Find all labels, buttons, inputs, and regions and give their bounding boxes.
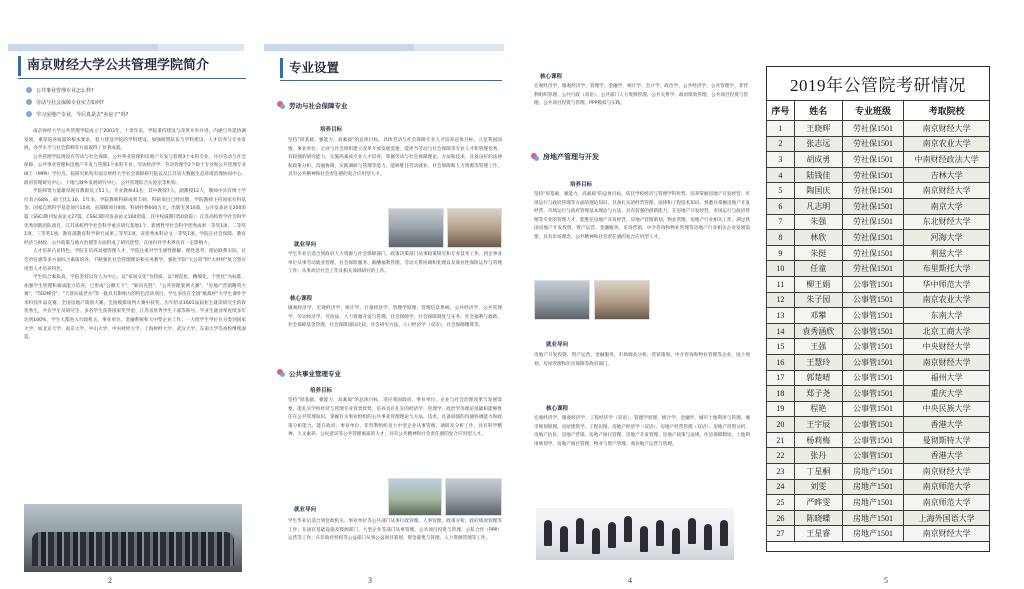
admitted-school-cell: 南京大学 — [904, 198, 990, 214]
student-name-cell: 陶国庆 — [794, 183, 842, 199]
class-name-cell: 公事管1501 — [842, 339, 904, 355]
student-name-cell: 胡成勇 — [794, 152, 842, 168]
admitted-school-cell: 香港大学 — [904, 417, 990, 433]
class-name-cell: 劳社保1501 — [842, 136, 904, 152]
class-name-cell: 公事管1501 — [842, 354, 904, 370]
student-name-cell: 张丹 — [794, 448, 842, 464]
photo-figure — [576, 518, 584, 544]
table-row — [767, 292, 990, 308]
student-name-cell: 邓攀 — [794, 308, 842, 324]
class-name-cell: 公事管1501 — [842, 401, 904, 417]
admissions-table-frame — [766, 66, 990, 552]
table-row — [767, 464, 990, 480]
title-rule — [280, 80, 502, 81]
class-name-cell: 劳社保1501 — [842, 198, 904, 214]
photo-figure — [544, 520, 552, 546]
table-row — [767, 167, 990, 183]
table-row — [767, 370, 990, 386]
table-header-row — [767, 101, 990, 121]
row-index-cell: 9 — [767, 245, 795, 261]
section-heading-public: 公共事业管理专业 — [276, 368, 341, 378]
table-row — [767, 339, 990, 355]
admitted-school-cell: 南京农业大学 — [904, 292, 990, 308]
class-name-cell: 房地产1501 — [842, 479, 904, 495]
class-name-cell: 公事管1501 — [842, 432, 904, 448]
admitted-school-cell: 布里斯托大学 — [904, 261, 990, 277]
core-title: 核心课程 — [290, 296, 313, 302]
table-row — [767, 432, 990, 448]
column-header: 考取院校 — [904, 101, 990, 121]
page-number: 4 — [628, 576, 632, 585]
class-name-cell: 公事管1501 — [842, 292, 904, 308]
table-row — [767, 386, 990, 402]
class-name-cell: 劳社保1501 — [842, 245, 904, 261]
admitted-school-cell: 吉林大学 — [904, 167, 990, 183]
student-name-cell: 朱强 — [794, 214, 842, 230]
student-name-cell: 凡志明 — [794, 198, 842, 214]
class-name-cell: 公事管1501 — [842, 417, 904, 433]
section-heading-labor: 劳动与社会保障专业 — [276, 100, 348, 110]
page-3 — [264, 0, 508, 589]
bullet-icon — [26, 111, 32, 117]
photo-lecture — [594, 280, 650, 320]
student-name-cell: 郑子尧 — [794, 386, 842, 402]
top-bar-pale — [414, 44, 504, 51]
section-icon — [530, 152, 540, 162]
table-row — [767, 526, 990, 542]
student-name-cell: 王晓辉 — [794, 121, 842, 137]
paragraph: 学生综合素质高。学院坚持以育人为中心，以"家国文化"为特质，以"规范化、精细化、个性化"为标准，加强学生管理和素质能力培养，已形成"公瓣天下"、"职向克胜"、"公共管理案例大赛"、"房地产营销精英大赛"、"TED峰会"、"天涯抗战老兵"等一批具有影响力的特色活动项目。学生多次在全国"挑战杯"大学生课外学术科技作品竞赛、全国房地产策划大赛、全国模拟谈判大赛中获奖。历年招录1601届届业生就读研究生阶段优秀生，共有学生及研究生、多名学生获得国家奖学金、江苏省优秀学生干部等称号。学业生就业率连续多年达到100%，学生大都进入行政机关、事业单位、金融系统和大中型企业工作；一大批学生学位在分类到国家大学，如北京大学、南京大学、中山大学、中央财经大学、上海财经大学、武汉大学、东南大学等高校继续深造。 — [24, 275, 246, 341]
row-index-cell: 25 — [767, 495, 795, 511]
table-row — [767, 323, 990, 339]
table-row — [767, 354, 990, 370]
row-index-cell: 1 — [767, 121, 795, 137]
row-index-cell: 17 — [767, 370, 795, 386]
question-item: 公共事业管理专业怎么样? — [26, 84, 246, 96]
admitted-school-cell: 中南财经政法大学 — [904, 152, 990, 168]
table-row — [767, 448, 990, 464]
paragraph: 人才培养凸显特色。学院在培养高端管理人才，学院注重对学生感性理解、理性思考、理论联系实际，社会责任感等多方面综合素质培养，不断强化社会管理理论和实务教学，强化学院"大公管"和"大财经"复合型应用型人才培养特色。 — [24, 249, 246, 272]
table-row — [767, 136, 990, 152]
photo-building — [388, 478, 442, 516]
student-name-cell: 王星睿 — [794, 526, 842, 542]
core-title: 核心课程 — [546, 406, 569, 412]
student-name-cell: 陈晓蝶 — [794, 510, 842, 526]
intro-body — [24, 128, 246, 502]
jobs-title: 就业导向 — [294, 507, 317, 513]
table-row — [767, 183, 990, 199]
admitted-school-cell: 南京财经大学 — [904, 526, 990, 542]
row-index-cell: 16 — [767, 354, 795, 370]
row-index-cell: 23 — [767, 464, 795, 480]
admissions-table — [766, 100, 990, 542]
row-index-cell: 20 — [767, 417, 795, 433]
question-list — [26, 84, 246, 120]
goal-text: 坚持"厚基础、强能力、高素质"的总体目标，适应我国政府、事业单位、企业与社会治理改革与发展需要，能扎实学校经济与管理专业背景优势，培养具有扎实的经济学、管理学、政治学等理论基础和能够胜任在公共管理知识，掌握有关事业组织的公共事业管理理论与方法、技术，具备较强的沟通协调能力和政策分析能力，能在政府、事业单位、非营利组织及大中型企业从事管理、调研及分析工作，具有科学精神、人文素养、公民意识等公共管理素质的人才，具有公共精神和社会责任感的复合应用型人才。 — [288, 398, 502, 438]
top-bar-pale — [158, 44, 244, 51]
table-row — [767, 214, 990, 230]
admitted-school-cell: 重庆大学 — [904, 386, 990, 402]
photo-figure — [704, 524, 712, 550]
class-name-cell: 劳社保1501 — [842, 214, 904, 230]
student-name-cell: 王宇辰 — [794, 417, 842, 433]
photo-classroom — [447, 208, 502, 248]
student-name-cell: 朱子园 — [794, 292, 842, 308]
table-row — [767, 245, 990, 261]
student-name-cell: 朱挺 — [794, 245, 842, 261]
photo-figure — [608, 522, 616, 548]
question-item: 劳动与社会保障专业实力如何? — [26, 96, 246, 108]
row-index-cell: 8 — [767, 230, 795, 246]
goal-title: 培养目标 — [320, 127, 343, 133]
table-row — [767, 152, 990, 168]
core-text: 宏观经济学、微观经济学、工程经济学（双语）、管理学原理、统计学、金融学、城市土地利用与管理、城市规划原理、房屋建筑学、工程识图、房地产经济学（双语）、房地产经营管理（双语）、房地产投资分析、房地产估价、房地产营销、房地产项目管理、房地产开发管理、房地产政策与法规、住房保障制度、土地利用规划学、房地产项目管理、物业与资产管理、商业地产运营与管理。 — [534, 416, 750, 447]
table-row — [767, 121, 990, 137]
student-name-cell: 丁星桐 — [794, 464, 842, 480]
table-row — [767, 417, 990, 433]
page-4 — [516, 0, 756, 589]
row-index-cell: 6 — [767, 198, 795, 214]
photo-seminar — [388, 208, 444, 248]
goal-title: 培养目标 — [570, 182, 593, 188]
student-name-cell: 袁秀涵欣 — [794, 323, 842, 339]
student-name-cell: 柳王娟 — [794, 276, 842, 292]
core-text: 宏观经济学、微观经济学、管理学、金融学、统计学、会计学、政治学、公共经济学、公共管理学、非营利组织管理、公共行政（双语）、公共部门人力资源管理、公共关系学、政府绩效管理、公共项目投资与管理、公共项目投资与管理、PPP模拟与实践。 — [534, 84, 748, 107]
column-header: 序号 — [767, 101, 795, 121]
core-text: 微观经济学、宏观经济学、统计学、计量经济学、管理学原理、管理信息系统、公共经济学、公共管理学、劳动经济学、劳动法、人力资源开发与管理、社会保障学、社会保障制度与实务、社会福利与救助、社会保障基金管理、社会保障国际比较、社会研究方法、人口经济学（双语）、社会保障精算等。 — [288, 306, 502, 329]
row-index-cell: 12 — [767, 292, 795, 308]
student-name-cell: 陆钱佳 — [794, 167, 842, 183]
admitted-school-cell: 香港大学 — [904, 448, 990, 464]
admitted-school-cell: 南京财经大学 — [904, 183, 990, 199]
admitted-school-cell: 福州大学 — [904, 370, 990, 386]
page-number: 5 — [884, 576, 888, 585]
admitted-school-cell: 河海大学 — [904, 230, 990, 246]
photo-figure — [672, 528, 680, 554]
page-5 — [764, 0, 1024, 589]
row-index-cell: 15 — [767, 339, 795, 355]
table-row — [767, 401, 990, 417]
student-name-cell: 程艳 — [794, 401, 842, 417]
table-title: 2019年公管院考研情况 — [790, 76, 966, 95]
row-index-cell: 27 — [767, 526, 795, 542]
admitted-school-cell: 中央财经大学 — [904, 339, 990, 355]
page-2 — [0, 0, 250, 589]
class-name-cell: 公事管1501 — [842, 370, 904, 386]
section-icon — [276, 100, 286, 110]
row-index-cell: 3 — [767, 152, 795, 168]
photo-figure — [656, 520, 664, 546]
table-row — [767, 198, 990, 214]
photo-figure — [560, 526, 568, 552]
section-icon — [276, 368, 286, 378]
class-name-cell: 房地产1501 — [842, 526, 904, 542]
page-title: 南京财经大学公共管理学院简介 — [18, 56, 246, 76]
column-header: 姓名 — [794, 101, 842, 121]
row-index-cell: 24 — [767, 479, 795, 495]
row-index-cell: 22 — [767, 448, 795, 464]
class-name-cell: 公事管1501 — [842, 276, 904, 292]
student-name-cell: 郭楚晴 — [794, 370, 842, 386]
class-name-cell: 劳社保1501 — [842, 121, 904, 137]
class-name-cell: 房地产1501 — [842, 464, 904, 480]
photo-group — [445, 478, 502, 516]
page-number: 2 — [108, 576, 112, 585]
jobs-text: 学生毕业后适合到党政机关、事业单位等公共部门从事行政管理、人事管理、政策分析、政府绩效管理等工作；在国有基础设施及资源部门、大型企业等部门从事管理、公共项目投资与管理、公私合作（PPP）运营等工作；在非政府机构等公益部门从事公益项目策划、资金募集与管理、人力资源管理等工作。 — [288, 519, 502, 542]
table-row — [767, 495, 990, 511]
class-name-cell: 公事管1501 — [842, 448, 904, 464]
jobs-text: 房地产开发投资、资产运营、金融服务、市场调查分析、营销策划、中介咨询和物业管理等企业，国土规划、房屋管理和住房保障等政府部门。 — [534, 353, 750, 367]
student-name-cell: 王慧玲 — [794, 354, 842, 370]
row-index-cell: 10 — [767, 261, 795, 277]
table-row — [767, 308, 990, 324]
row-index-cell: 13 — [767, 308, 795, 324]
admitted-school-cell: 上海外国语大学 — [904, 510, 990, 526]
row-index-cell: 4 — [767, 167, 795, 183]
admitted-school-cell: 北京工商大学 — [904, 323, 990, 339]
class-name-cell: 公事管1501 — [842, 308, 904, 324]
page-title: 专业设置 — [280, 58, 502, 78]
class-name-cell: 公事管1501 — [842, 323, 904, 339]
admitted-school-cell: 利兹大学 — [904, 245, 990, 261]
student-name-cell: 严晔雯 — [794, 495, 842, 511]
photo-figure — [624, 516, 632, 542]
page-number: 3 — [368, 576, 372, 585]
row-index-cell: 19 — [767, 401, 795, 417]
group-photo-people — [32, 532, 234, 566]
top-bar-light — [264, 44, 414, 51]
row-index-cell: 5 — [767, 183, 795, 199]
admitted-school-cell: 南京农业大学 — [904, 136, 990, 152]
admitted-school-cell: 南京财经大学 — [904, 121, 990, 137]
admitted-school-cell: 南京师范大学 — [904, 495, 990, 511]
title-rule — [18, 78, 246, 79]
paragraph: 南京财经大学公共管理学院成立于2003年。十余年来，学院秉持建设与改革并举并进，内涵与外延协调发展，重谋培养质量的根本要求，着力建设学院的学科建设、加强师资队伍与学科建设，人才培养与专业发展，办学水平与社会影响等方面取得了显著成就。 — [24, 129, 246, 152]
class-name-cell: 劳社保1501 — [842, 183, 904, 199]
paragraph: 公共管理学院现设有劳动与社会保障、公共事业管理和房地产开发与管理3个本科专业，开办劳动与社会保障、公共事业管理和房地产开发与管理3个本科专业。劳动经济学、劳动管理学2个硕士专业和公共管理专业硕士（MPA）学位点。院研究机构有南京财经大学社会保障研究院以及江苏省大数据生态环境治理协同中心、政府管理研究中心、土地与城乡发展研究中心、公共管理综合实验室等机构。 — [24, 154, 246, 186]
column-header: 专业班级 — [842, 101, 904, 121]
question-item: 学习房地产专业，今后真是去"卖房子"吗? — [26, 108, 246, 120]
bullet-icon — [26, 87, 32, 93]
row-index-cell: 14 — [767, 323, 795, 339]
table-row — [767, 230, 990, 246]
table-body — [767, 121, 990, 542]
jobs-text: 学生毕业后适合到政府人力资源与社会保障部门、政策决策部门从事政策研究和专业技术工作，到企事业单位从事劳动就业管理、社会保险服务、薪酬福利管理、劳动关系协调和处理以及商业性保险运作与管理工作；从事高层社会工作及相关领域研究的工作。 — [288, 252, 502, 275]
admitted-school-cell: 南京财经大学 — [904, 354, 990, 370]
class-name-cell: 公事管1501 — [842, 386, 904, 402]
row-index-cell: 7 — [767, 214, 795, 230]
photo-figure — [688, 518, 696, 544]
photo-figure — [720, 520, 728, 546]
class-name-cell: 房地产1501 — [842, 495, 904, 511]
admitted-school-cell: 东南大学 — [904, 308, 990, 324]
class-name-cell: 房地产1501 — [842, 510, 904, 526]
goal-title: 培养目标 — [310, 388, 333, 394]
goal-text: 坚持"厚基础、强能力、高素质"的总体目标。具体劳动与社会保障专业人才培养总体目标，立足我国国情，事业单位、企业与社会组织建立改革开放发展需要，能担当劳动与社会保障等专业人才和管理优秀，有较强的研究能力，实施高素质专业人才培养，掌握劳动与社会保障理论，方法和技术，具备良好的法律和政策分析、沟通协调、实践调研与管理等能力，能够胜任劳动就业、社会保障和人力资源等管理工作，具有公共精神和社会责任感的复合应用型人才。 — [288, 138, 502, 178]
paragraph: 学院师资力量雄厚现有教职员工51人。专业教师43名，其中教授7人，副教授12人，教师中具有博士学位者占68%，硕士比1:10，1年来，学院教师科研成果丰硕，科研项目已经同期，学院教师主持国家社科基金、国家自然科学基金项目10项，省部级项目8项，科研经费600万元，出版专著10部，公开发表论文200余篇（SSCI期刊发表论文27篇，CSSCI期刊发表论文160余篇，其中权威期刊50余篇）；江苏高校哲学社会科学优秀创新团队项目，江苏高校哲学社会科学重点研究基地1个，新增哲学社会科学优秀成果一等奖1项、二等奖1项、三等奖1项，教育部教育科学研究成果三等奖1项，省优秀本科论文一等奖1项。学院在社会保障、教育经济与财政、公共政策与地方治理等方面形成了研究优势，在国内外学术界具有一定影响力。 — [24, 189, 246, 246]
student-name-cell: 刘雯 — [794, 479, 842, 495]
class-name-cell: 劳社保1501 — [842, 261, 904, 277]
row-index-cell: 18 — [767, 386, 795, 402]
admitted-school-cell: 曼彻斯特大学 — [904, 432, 990, 448]
core-title: 核心课程 — [540, 74, 563, 80]
student-name-cell: 任童 — [794, 261, 842, 277]
table-row — [767, 510, 990, 526]
table-row — [767, 276, 990, 292]
goal-text: 坚持"厚基础、强能力、高素质"的总体目标，依托学校经济与管理学科优势，培养掌握房地产开发经营、市场运行与政府管理等方面的理论知识，具备扎实的经营管理、法律和工程技术知识，熟悉并掌握房地产开发经营、市场运行与政府管理基本理论与方法，具有较强的创新能力，在房地产开发经营、市场运行与政府管理等专业的管理人才，能胜任房地产开发经营、房地产营销策划、物业管理、房地产行业相关工作，满足我国房地产开发投资、资产运营、金融服务、市场营销、中介咨询和物业管理等房地产行业相关企业发展需要，具有市场理念、公共精神和社会责任感的复合应用型人才。 — [534, 192, 750, 240]
row-index-cell: 2 — [767, 136, 795, 152]
table-row — [767, 261, 990, 277]
photo-forum — [534, 280, 590, 320]
section-heading-realestate: 房地产管理与开发 — [530, 152, 599, 162]
jobs-title: 就业导向 — [294, 242, 317, 248]
jobs-title: 就业导向 — [546, 342, 569, 348]
admitted-school-cell: 中央民族大学 — [904, 401, 990, 417]
photo-figure — [592, 528, 600, 554]
group-photo — [24, 504, 242, 572]
student-name-cell: 王强 — [794, 339, 842, 355]
class-name-cell: 劳社保1501 — [842, 230, 904, 246]
photo-figure — [640, 526, 648, 552]
photo-jumping-students — [536, 508, 734, 560]
class-name-cell: 劳社保1501 — [842, 152, 904, 168]
admitted-school-cell: 南京师范大学 — [904, 479, 990, 495]
bullet-icon — [26, 99, 32, 105]
admitted-school-cell: 华中师范大学 — [904, 276, 990, 292]
row-index-cell: 11 — [767, 276, 795, 292]
student-name-cell: 林欣 — [794, 230, 842, 246]
admitted-school-cell: 南京财经大学 — [904, 464, 990, 480]
admitted-school-cell: 东北财经大学 — [904, 214, 990, 230]
top-bar-light — [8, 44, 158, 51]
row-index-cell: 21 — [767, 432, 795, 448]
student-name-cell: 张志远 — [794, 136, 842, 152]
class-name-cell: 劳社保1501 — [842, 167, 904, 183]
table-row — [767, 479, 990, 495]
row-index-cell: 26 — [767, 510, 795, 526]
student-name-cell: 杨莉梅 — [794, 432, 842, 448]
